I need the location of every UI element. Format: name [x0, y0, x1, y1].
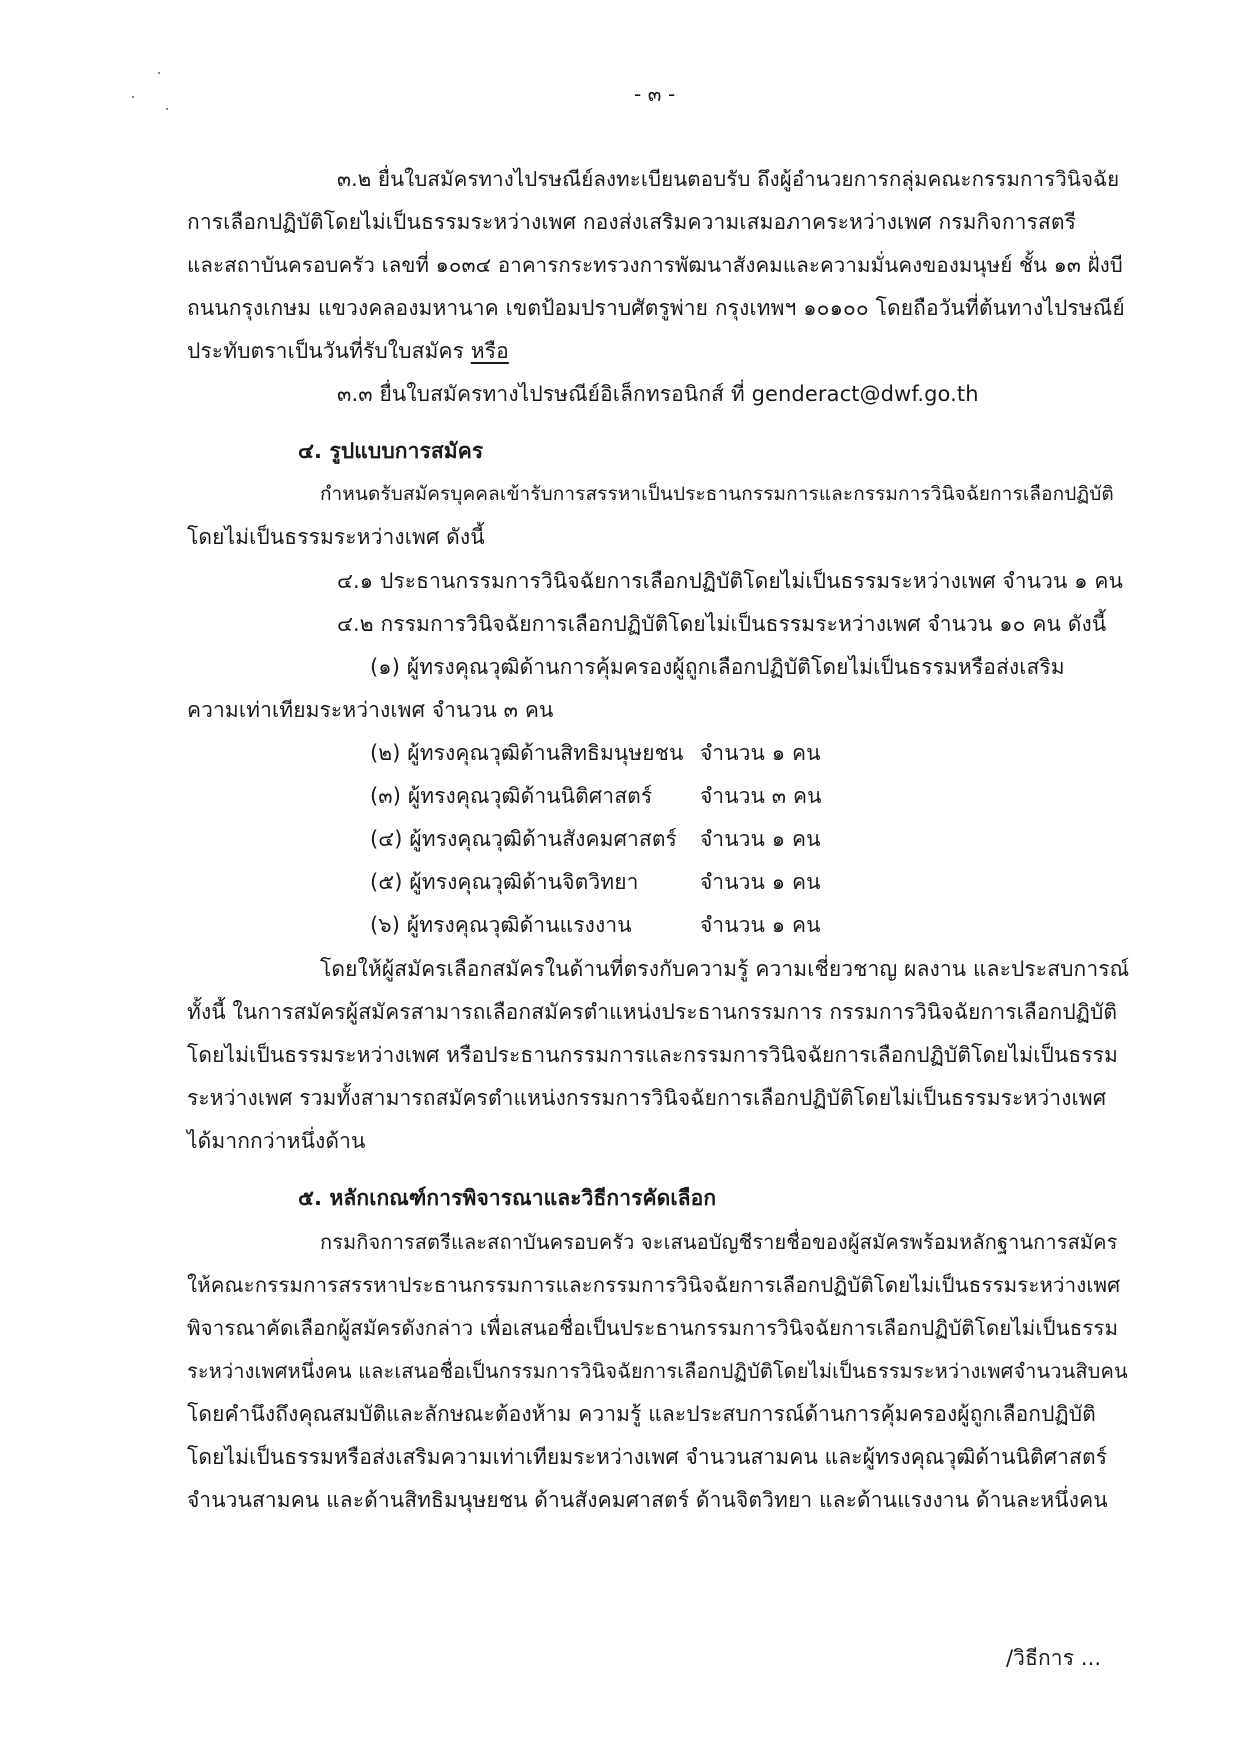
section-4-intro-2: โดยไม่เป็นธรรมระหว่างเพศ ดังนี้: [187, 525, 485, 549]
item-4-2: ๔.๒ กรรมการวินิจฉัยการเลือกปฏิบัติโดยไม่เป็นธรรมระหว่างเพศ จำนวน ๑๐ คน ดังนี้: [337, 612, 1107, 636]
section-4-note-3: โดยไม่เป็นธรรมระหว่างเพศ หรือประธานกรรมการและกรรมการวินิจฉัยการเลือกปฏิบัติโดยไม่เป็นธรรม: [187, 1043, 1118, 1067]
section-4-note-5: ได้มากกว่าหนึ่งด้าน: [187, 1129, 366, 1153]
section-5-line-1: กรมกิจการสตรีและสถาบันครอบครัว จะเสนอบัญชีรายชื่อของผู้สมัครพร้อมหลักฐานการสมัคร: [320, 1230, 1118, 1254]
continuation-note: /วิธีการ ...: [1006, 1646, 1102, 1670]
para-3-2-line-2: การเลือกปฏิบัติโดยไม่เป็นธรรมระหว่างเพศ กองส่งเสริมความเสมอภาคระหว่างเพศ กรมกิจการสตรี: [187, 210, 1076, 234]
sub-item-5-label: (๕) ผู้ทรงคุณวุฒิด้านจิตวิทยา: [370, 870, 639, 894]
section-5-line-2: ให้คณะกรรมการสรรหาประธานกรรมการและกรรมการวินิจฉัยการเลือกปฏิบัติโดยไม่เป็นธรรมระหว่างเพศ: [187, 1273, 1121, 1297]
scan-speck: [132, 96, 134, 98]
sub-item-6-label: (๖) ผู้ทรงคุณวุฒิด้านแรงงาน: [370, 913, 632, 937]
section-5-line-7: จำนวนสามคน และด้านสิทธิมนุษยชน ด้านสังคมศาสตร์ ด้านจิตวิทยา และด้านแรงงาน ด้านละหนึ่งคน: [187, 1488, 1108, 1512]
page-number: - ๓ -: [634, 82, 676, 106]
section-4-note-4: ระหว่างเพศ รวมทั้งสามารถสมัครตำแหน่งกรรมการวินิจฉัยการเลือกปฏิบัติโดยไม่เป็นธรรมระหว่างเพศ: [187, 1086, 1107, 1110]
item-4-1: ๔.๑ ประธานกรรมการวินิจฉัยการเลือกปฏิบัติโดยไม่เป็นธรรมระหว่างเพศ จำนวน ๑ คน: [337, 569, 1124, 593]
section-5-line-6: โดยไม่เป็นธรรมหรือส่งเสริมความเท่าเทียมระหว่างเพศ จำนวนสามคน และผู้ทรงคุณวุฒิด้านนิติศาสตร์: [187, 1445, 1108, 1469]
sub-item-3-count: จำนวน ๓ คน: [700, 784, 822, 808]
para-3-2-line-4: ถนนกรุงเกษม แขวงคลองมหานาค เขตป้อมปราบศัตรูพ่าย กรุงเทพฯ ๑๐๑๐๐ โดยถือวันที่ต้นทางไปรษณีย์: [187, 296, 1125, 320]
sub-item-5-count: จำนวน ๑ คน: [700, 870, 821, 894]
section-5-heading: ๕. หลักเกณฑ์การพิจารณาและวิธีการคัดเลือก: [298, 1186, 717, 1210]
sub-item-3-label: (๓) ผู้ทรงคุณวุฒิด้านนิติศาสตร์: [370, 784, 653, 808]
para-3-2-line-1: ๓.๒ ยื่นใบสมัครทางไปรษณีย์ลงทะเบียนตอบรับ ถึงผู้อำนวยการกลุ่มคณะกรรมการวินิจฉัย: [337, 167, 1120, 191]
sub-item-4-count: จำนวน ๑ คน: [700, 827, 821, 851]
scan-speck: [166, 108, 168, 110]
para-3-3: ๓.๓ ยื่นใบสมัครทางไปรษณีย์อิเล็กทรอนิกส์ ที่ genderact@dwf.go.th: [337, 382, 979, 406]
para-3-2-line-5-text: ประทับตราเป็นวันที่รับใบสมัคร: [187, 339, 465, 363]
para-3-2-line-3: และสถาบันครอบครัว เลขที่ ๑๐๓๔ อาคารกระทรวงการพัฒนาสังคมและความมั่นคงของมนุษย์ ชั้น ๑๓ ฝั่งบี: [187, 253, 1123, 277]
section-4-note-1: โดยให้ผู้สมัครเลือกสมัครในด้านที่ตรงกับความรู้ ความเชี่ยวชาญ ผลงาน และประสบการณ์: [320, 957, 1130, 981]
sub-item-2-label: (๒) ผู้ทรงคุณวุฒิด้านสิทธิมนุษยชน: [370, 741, 684, 765]
sub-item-1-line-1: (๑) ผู้ทรงคุณวุฒิด้านการคุ้มครองผู้ถูกเลือกปฏิบัติโดยไม่เป็นธรรมหรือส่งเสริม: [370, 655, 1065, 679]
sub-item-1-line-2: ความเท่าเทียมระหว่างเพศ จำนวน ๓ คน: [187, 698, 554, 722]
or-underlined: หรือ: [470, 339, 509, 363]
sub-item-2-count: จำนวน ๑ คน: [700, 741, 821, 765]
scan-speck: [158, 72, 160, 74]
sub-item-6-count: จำนวน ๑ คน: [700, 913, 821, 937]
section-4-intro-1: กำหนดรับสมัครบุคคลเข้ารับการสรรหาเป็นประธานกรรมการและกรรมการวินิจฉัยการเลือกปฏิบัติ: [320, 483, 1114, 505]
section-5-line-4: ระหว่างเพศหนึ่งคน และเสนอชื่อเป็นกรรมการวินิจฉัยการเลือกปฏิบัติโดยไม่เป็นธรรมระหว่างเพศจำนวนสิบคน: [187, 1359, 1128, 1383]
section-4-heading: ๔. รูปแบบการสมัคร: [298, 439, 484, 463]
para-3-2-line-5: [187, 336, 509, 366]
section-5-line-3: พิจารณาคัดเลือกผู้สมัครดังกล่าว เพื่อเสนอชื่อเป็นประธานกรรมการวินิจฉัยการเลือกปฏิบัติโดยไม่เป็นธรรม: [187, 1316, 1119, 1340]
section-4-note-2: ทั้งนี้ ในการสมัครผู้สมัครสามารถเลือกสมัครตำแหน่งประธานกรรมการ กรรมการวินิจฉัยการเลือกปฏิบัติ: [187, 1000, 1118, 1024]
section-5-line-5: โดยคำนึงถึงคุณสมบัติและลักษณะต้องห้าม ความรู้ และประสบการณ์ด้านการคุ้มครองผู้ถูกเลือกปฏิบัติ: [187, 1402, 1096, 1426]
sub-item-4-label: (๔) ผู้ทรงคุณวุฒิด้านสังคมศาสตร์: [370, 827, 677, 851]
